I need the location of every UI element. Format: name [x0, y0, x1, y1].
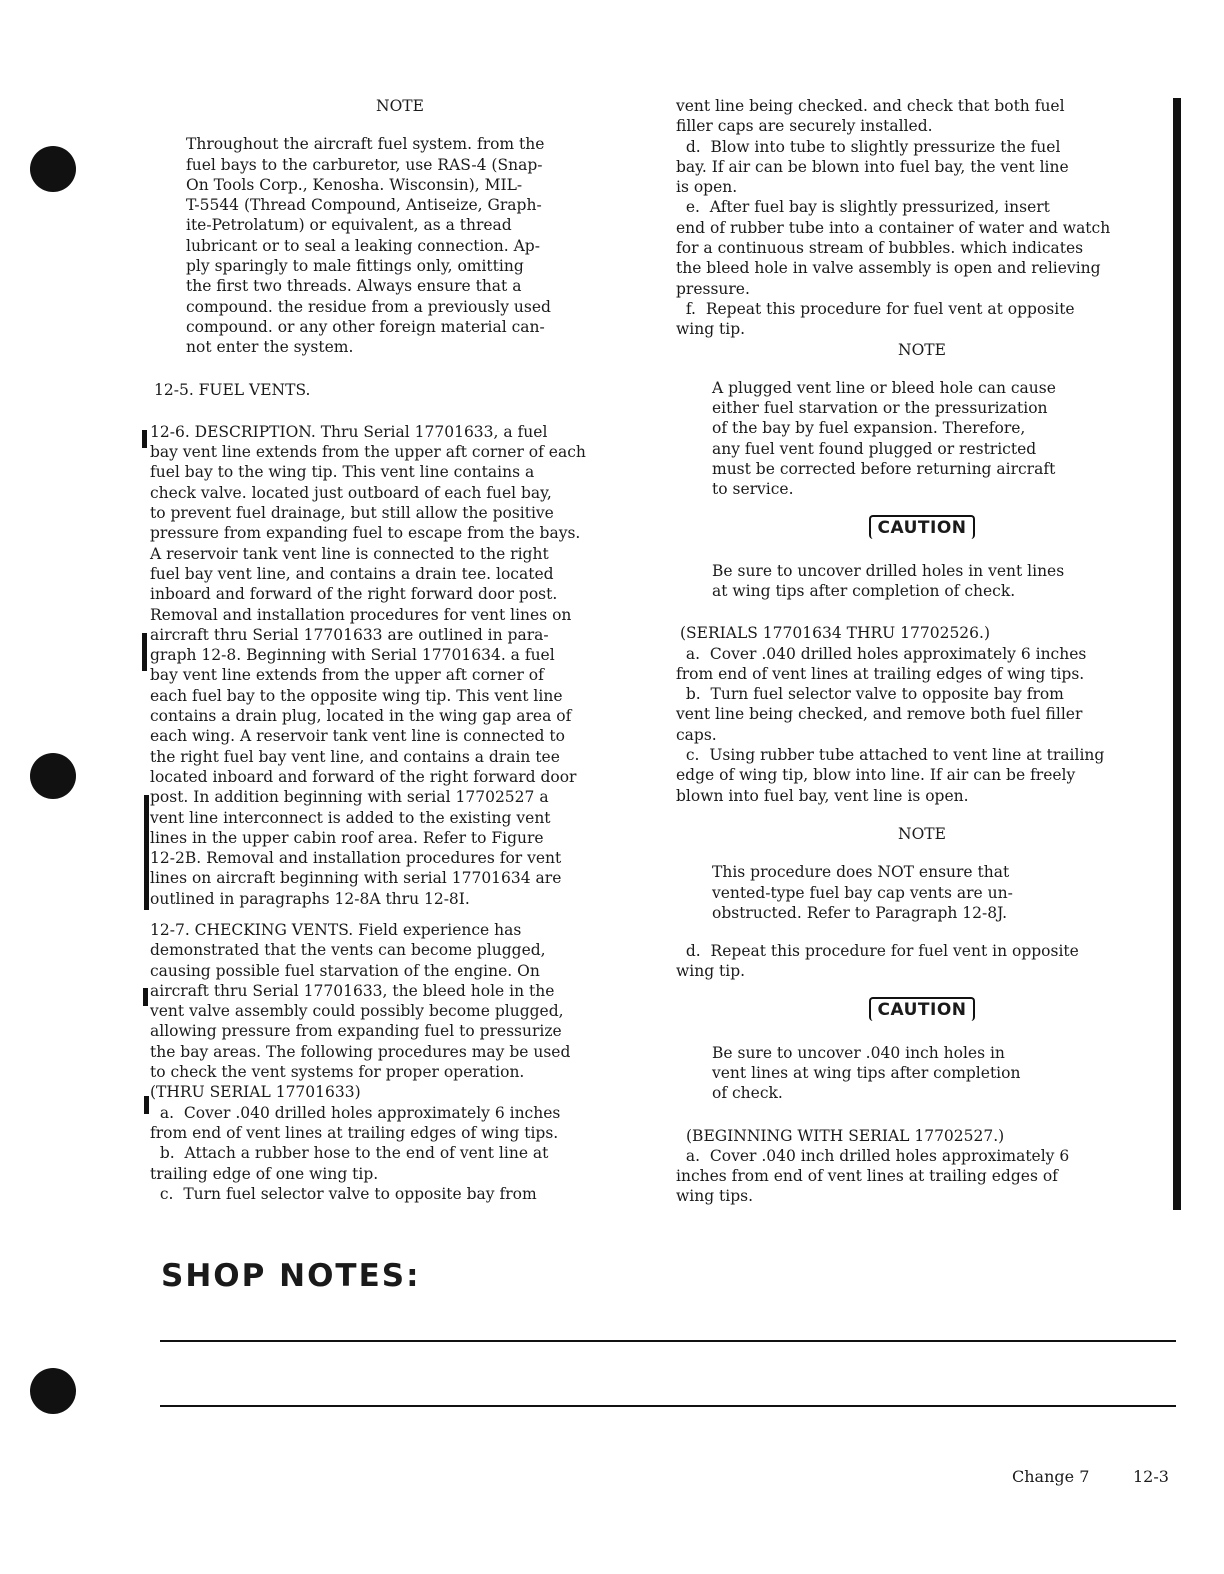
step-line: d. Repeat this procedure for fuel vent in opposite — [676, 942, 1079, 961]
step-line: e. After fuel bay is slightly pressurized, insert — [676, 198, 1050, 217]
paragraph-line: fuel bay vent line, and contains a drain tee. located — [150, 564, 554, 583]
paragraph-line: graph 12-8. Beginning with Serial 17701634. a fuel — [150, 646, 555, 665]
paragraph-line: fuel bay to the wing tip. This vent line contains a — [150, 463, 535, 482]
step-line: c. Using rubber tube attached to vent line at trailing — [676, 746, 1105, 765]
change-bar-right — [1173, 98, 1181, 1210]
paragraph-line: lines in the upper cabin roof area. Refer to Figure — [150, 828, 544, 847]
step-d — [676, 941, 1168, 982]
change-bar — [143, 988, 148, 1006]
paragraph-line: bay vent line extends from the upper aft corner of — [150, 666, 544, 685]
step-line: from end of vent lines at trailing edges of wing tips. — [150, 1123, 559, 1142]
caution-line: at wing tips after completion of check. — [712, 581, 1016, 600]
paragraph-line: each wing. A reservoir tank vent line is connected to — [150, 727, 565, 746]
note-body — [150, 134, 650, 357]
paragraph-line: outlined in paragraphs 12-8A thru 12-8I. — [150, 889, 470, 908]
change-number: Change 7 — [1012, 1467, 1090, 1486]
step-line: vent line being checked, and remove both fuel filler — [676, 705, 1083, 724]
step-line: edge of wing tip, blow into line. If air can be freely — [676, 766, 1076, 785]
paragraph-line: 12-2B. Removal and installation procedures for vent — [150, 849, 562, 868]
note-title: NOTE — [376, 97, 424, 115]
step-line: end of rubber tube into a container of water and watch — [676, 218, 1111, 237]
note-line: to service. — [712, 480, 794, 499]
paragraph-line: located inboard and forward of the right forward door — [150, 767, 577, 786]
note-line: On Tools Corp., Kenosha. Wisconsin), MIL- — [186, 175, 523, 194]
step-line: inches from end of vent lines at trailing edges of — [676, 1167, 1058, 1186]
paragraph-line: vent line interconnect is added to the existing vent — [150, 808, 551, 827]
paragraph-line: each fuel bay to the opposite wing tip. This vent line — [150, 686, 563, 705]
step-line: vent line being checked. and check that both fuel — [676, 97, 1065, 115]
step-line: wing tips. — [676, 1187, 754, 1206]
note-line: vented-type fuel bay cap vents are un- — [712, 883, 1013, 902]
shop-notes-rule — [160, 1405, 1176, 1407]
page-number: 12-3 — [1133, 1467, 1169, 1486]
note-line: not enter the system. — [186, 338, 354, 357]
note-line: compound. the residue from a previously used — [186, 297, 551, 316]
note-line: This procedure does NOT ensure that — [712, 863, 1010, 882]
caution-label: CAUTION — [869, 997, 974, 1021]
serial-range-heading: (THRU SERIAL 17701633) — [150, 1083, 361, 1102]
beginning-section — [676, 1126, 1168, 1207]
note-line: either fuel starvation or the pressurization — [712, 399, 1048, 418]
paragraph-line: to check the vent systems for proper operation. — [150, 1063, 525, 1082]
step-line: a. Cover .040 inch drilled holes approximately 6 — [676, 1146, 1070, 1165]
shop-notes-rule — [160, 1340, 1176, 1342]
paragraph-line: the right fuel bay vent line, and contains a drain tee — [150, 747, 560, 766]
paragraph-line: aircraft thru Serial 17701633, the bleed hole in the — [150, 981, 555, 1000]
paragraph-line: contains a drain plug, located in the wing gap area of — [150, 707, 572, 726]
note-body — [676, 862, 1168, 923]
note-line: lubricant or to seal a leaking connection. Ap- — [186, 236, 540, 255]
caution-body — [676, 1043, 1168, 1104]
caution-label: CAUTION — [869, 515, 974, 539]
step-line: is open. — [676, 178, 738, 197]
note-line: A plugged vent line or bleed hole can cause — [712, 378, 1056, 397]
paragraph-line: allowing pressure from expanding fuel to pressurize — [150, 1022, 562, 1041]
note-line: ite-Petrolatum) or equivalent, as a thread — [186, 216, 512, 235]
paragraph-line: lines on aircraft beginning with serial 17701634 are — [150, 869, 562, 888]
step-line: b. Attach a rubber hose to the end of vent line at — [150, 1144, 549, 1163]
paragraph-line: causing possible fuel starvation of the engine. On — [150, 961, 540, 980]
serial-range-heading: (BEGINNING WITH SERIAL 17702527.) — [686, 1126, 1005, 1145]
step-line: a. Cover .040 drilled holes approximately 6 inches — [150, 1103, 561, 1122]
note-line: Throughout the aircraft fuel system. from the — [186, 135, 545, 154]
left-column — [150, 96, 650, 1204]
step-line: a. Cover .040 drilled holes approximately 6 inches — [676, 644, 1087, 663]
shop-notes-title: SHOP NOTES: — [161, 1258, 421, 1294]
paragraph-line: A reservoir tank vent line is connected to the right — [150, 544, 549, 563]
paragraph-12-7 — [150, 920, 650, 1204]
punch-hole-top — [30, 146, 76, 192]
paragraph-line: demonstrated that the vents can become plugged, — [150, 941, 546, 960]
caution-body — [676, 561, 1168, 602]
serials-section — [676, 623, 1168, 806]
note-title: NOTE — [898, 824, 946, 843]
paragraph-line: pressure from expanding fuel to escape from the bays. — [150, 524, 581, 543]
note-line: ply sparingly to male fittings only, omitting — [186, 257, 524, 276]
paragraph-line: Removal and installation procedures for vent lines on — [150, 605, 572, 624]
note-body — [676, 378, 1168, 500]
change-bar — [142, 633, 147, 671]
step-line: wing tip. — [676, 320, 746, 339]
step-line: bay. If air can be blown into fuel bay, the vent line — [676, 157, 1069, 176]
section-heading-fuel-vents: 12-5. FUEL VENTS. — [154, 380, 311, 399]
change-bar — [144, 795, 149, 910]
change-bar — [142, 430, 147, 448]
caution-banner — [676, 997, 1168, 1021]
step-line: f. Repeat this procedure for fuel vent at opposite — [676, 299, 1075, 318]
step-line: filler caps are securely installed. — [676, 117, 933, 136]
note-line: of the bay by fuel expansion. Therefore, — [712, 419, 1026, 438]
note-title: NOTE — [898, 340, 946, 359]
step-line: blown into fuel bay, vent line is open. — [676, 786, 969, 805]
note-line: any fuel vent found plugged or restricted — [712, 439, 1037, 458]
step-line: caps. — [676, 725, 717, 744]
paragraph-12-6 — [150, 422, 650, 909]
step-line: wing tip. — [676, 962, 746, 981]
note-line: T-5544 (Thread Compound, Antiseize, Graph- — [186, 196, 542, 215]
step-line: b. Turn fuel selector valve to opposite bay from — [676, 685, 1064, 704]
note-line: fuel bays to the carburetor, use RAS-4 (Snap- — [186, 155, 543, 174]
punch-hole-bottom — [30, 1368, 76, 1414]
paragraph-line: aircraft thru Serial 17701633 are outlined in para- — [150, 625, 549, 644]
note-line: must be corrected before returning aircraft — [712, 460, 1056, 479]
paragraph-line: bay vent line extends from the upper aft corner of each — [150, 443, 586, 462]
caution-banner — [676, 515, 1168, 539]
punch-hole-middle — [30, 753, 76, 799]
step-line: the bleed hole in valve assembly is open and relieving — [676, 259, 1101, 278]
step-line: for a continuous stream of bubbles. which indicates — [676, 239, 1084, 258]
caution-line: of check. — [712, 1084, 783, 1103]
caution-line: Be sure to uncover drilled holes in vent lines — [712, 561, 1065, 580]
right-column — [676, 96, 1168, 1207]
paragraph-line: to prevent fuel drainage, but still allow the positive — [150, 504, 554, 523]
continued-steps — [676, 96, 1168, 340]
paragraph-line: 12-7. CHECKING VENTS. Field experience has — [150, 920, 522, 939]
note-line: the first two threads. Always ensure that a — [186, 277, 522, 296]
caution-line: Be sure to uncover .040 inch holes in — [712, 1043, 1005, 1062]
change-bar — [144, 1096, 149, 1114]
paragraph-line: the bay areas. The following procedures may be used — [150, 1042, 571, 1061]
serial-range-heading: (SERIALS 17701634 THRU 17702526.) — [680, 624, 991, 643]
step-line: from end of vent lines at trailing edges of wing tips. — [676, 664, 1085, 683]
step-line: d. Blow into tube to slightly pressurize the fuel — [676, 137, 1061, 156]
paragraph-line: check valve. located just outboard of each fuel bay, — [150, 483, 552, 502]
note-line: obstructed. Refer to Paragraph 12-8J. — [712, 903, 1008, 922]
step-line: trailing edge of one wing tip. — [150, 1164, 379, 1183]
note-line: compound. or any other foreign material can- — [186, 317, 545, 336]
step-line: pressure. — [676, 279, 750, 298]
paragraph-line: post. In addition beginning with serial 17702527 a — [150, 788, 549, 807]
step-line: c. Turn fuel selector valve to opposite bay from — [150, 1184, 537, 1203]
paragraph-line: inboard and forward of the right forward door post. — [150, 585, 558, 604]
paragraph-line: vent valve assembly could possibly become plugged, — [150, 1002, 564, 1021]
paragraph-line: 12-6. DESCRIPTION. Thru Serial 17701633, a fuel — [150, 422, 548, 441]
caution-line: vent lines at wing tips after completion — [712, 1063, 1021, 1082]
